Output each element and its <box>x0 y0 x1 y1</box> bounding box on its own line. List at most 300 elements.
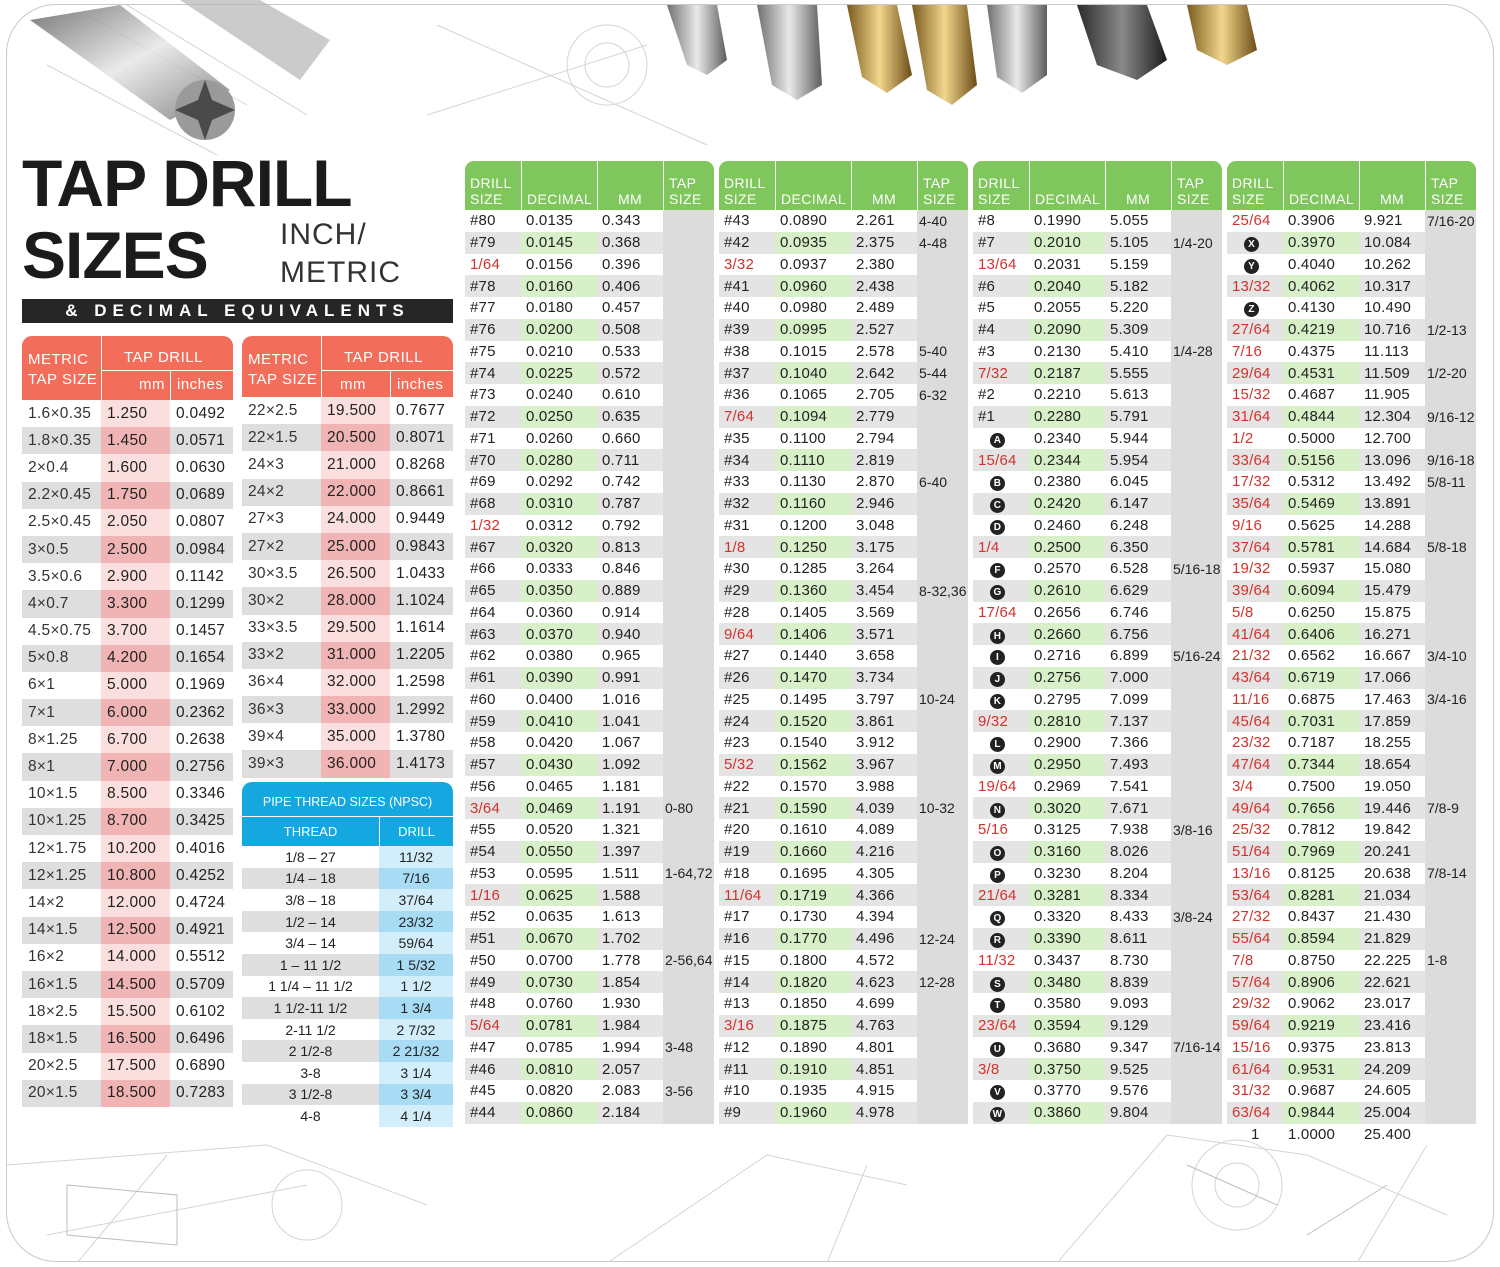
drill-size <box>973 1037 1029 1059</box>
table-row <box>465 928 714 950</box>
mm-value: 10.317 <box>1359 275 1425 297</box>
tap-size-header: TAP SIZE <box>663 161 714 210</box>
mm-value: 6.629 <box>1105 580 1171 602</box>
drill-size <box>719 993 775 1015</box>
drill-size <box>719 493 775 515</box>
table-row <box>973 428 1222 450</box>
tap-size-value <box>1171 275 1222 297</box>
decimal-value: 0.2660 <box>1029 623 1105 645</box>
drill-size <box>465 906 521 928</box>
decimal-value: 0.2810 <box>1029 710 1105 732</box>
tap-size-value <box>1171 732 1222 754</box>
decimal-value: 0.1065 <box>775 384 851 406</box>
pipe-thread-size: 1/4 – 18 <box>242 868 379 890</box>
drill-size <box>1227 841 1283 863</box>
table-row <box>973 319 1222 341</box>
decimal-value: 0.0995 <box>775 319 851 341</box>
table-row <box>719 493 968 515</box>
mm-value: 0.368 <box>597 232 663 254</box>
drill-size <box>465 1015 521 1037</box>
drill-size-label: 63/64 <box>1232 1104 1271 1122</box>
drill-size-label: #38 <box>724 342 750 360</box>
mm-value: 5.613 <box>1110 386 1149 404</box>
decimal-value: 0.9219 <box>1283 1015 1359 1037</box>
drill-size-header: DRILL SIZE <box>724 175 766 207</box>
drill-size-label: #33 <box>724 473 750 491</box>
drill-size-label: #28 <box>724 603 750 621</box>
mm-value: 7.493 <box>1105 754 1171 776</box>
metric-tap-size: 10×1.25 <box>22 808 101 835</box>
metric-tap-size: 18×2.5 <box>22 998 101 1025</box>
mm-value: 4.366 <box>851 884 917 906</box>
tap-size-value <box>1171 1102 1222 1124</box>
mm-value: 9.525 <box>1105 1058 1171 1080</box>
tap-drill-inches: 0.4016 <box>170 835 233 862</box>
drill-size-label: #40 <box>724 299 750 317</box>
drill-size-label: 31/32 <box>1232 1082 1271 1100</box>
table-row <box>465 1037 714 1059</box>
table-row <box>1227 297 1476 319</box>
letter-drill-badge: U <box>990 1042 1005 1057</box>
pipe-thread-size: 1 – 11 1/2 <box>242 954 379 976</box>
decimal-value: 0.1850 <box>775 993 851 1015</box>
title-line-2: SIZES <box>22 218 208 292</box>
table-row <box>1227 1058 1476 1080</box>
drill-size-label: 27/64 <box>1232 321 1271 339</box>
mm-value: 21.034 <box>1359 884 1425 906</box>
tap-size-value: 5-40 <box>917 341 968 363</box>
drill-size-label: #76 <box>470 321 496 339</box>
drill-size-label: #29 <box>724 582 750 600</box>
tap-size-value <box>917 493 968 515</box>
drill-size <box>465 297 521 319</box>
drill-size-label: #36 <box>724 386 750 404</box>
mm-value: 4.394 <box>856 908 895 926</box>
drill-size <box>1227 493 1283 515</box>
drill-size <box>973 797 1029 819</box>
mm-value: 0.787 <box>597 493 663 515</box>
drill-size <box>973 471 1029 493</box>
mm-value: 18.255 <box>1364 734 1412 752</box>
mm-value: 4.039 <box>851 797 917 819</box>
tap-size-value <box>663 841 714 863</box>
metric-tap-size: 8×1 <box>22 753 101 780</box>
drill-size-label: 3/16 <box>724 1017 754 1035</box>
mm-value: 1.092 <box>597 754 663 776</box>
mm-value: 0.572 <box>597 362 663 384</box>
tap-drill-mm: 29.500 <box>321 615 390 642</box>
tap-size-value <box>663 319 714 341</box>
table-row <box>973 754 1222 776</box>
drill-size-label: 25/32 <box>1232 821 1271 839</box>
mm-value: 2.527 <box>851 319 917 341</box>
drill-size <box>973 558 1029 580</box>
drill-size-label: 39/64 <box>1232 582 1271 600</box>
decimal-value: 0.5625 <box>1283 515 1359 537</box>
table-row <box>1227 732 1476 754</box>
tap-drill-inches: 0.8071 <box>390 424 453 451</box>
mm-value: 17.463 <box>1364 690 1412 708</box>
decimal-value: 0.4130 <box>1283 297 1359 319</box>
table-row <box>22 917 233 944</box>
mm-value: 22.621 <box>1359 971 1425 993</box>
table-row <box>465 906 714 928</box>
table-row <box>719 254 968 276</box>
tap-drill-inches: 0.8268 <box>390 451 453 478</box>
mm-value: 4.763 <box>851 1015 917 1037</box>
mm-value: 7.541 <box>1110 777 1149 795</box>
tap-size-value: 0-80 <box>663 797 714 819</box>
tap-drill-mm: 8.500 <box>101 781 170 808</box>
table-row <box>719 297 968 319</box>
tap-size-value <box>1425 558 1476 580</box>
mm-value: 24.209 <box>1359 1058 1425 1080</box>
drill-size <box>973 667 1029 689</box>
table-row <box>1227 319 1476 341</box>
drill-size-label: #2 <box>978 386 996 404</box>
table-row <box>242 397 453 424</box>
decimal-value: 0.0420 <box>521 732 597 754</box>
drill-size <box>1227 645 1283 667</box>
table-row <box>465 254 714 276</box>
tap-drill-inches: 0.1142 <box>170 563 233 590</box>
table-row <box>1227 515 1476 537</box>
drill-size-label: #52 <box>470 908 496 926</box>
drill-size <box>1227 1058 1283 1080</box>
drill-size <box>719 536 775 558</box>
table-row <box>1227 841 1476 863</box>
drill-size-label: #61 <box>470 669 496 687</box>
table-row <box>242 615 453 642</box>
drill-size-label: 31/64 <box>1232 408 1271 426</box>
letter-drill-badge: A <box>990 433 1005 448</box>
tap-size-value <box>1171 210 1222 232</box>
tap-size-value <box>917 428 968 450</box>
drill-size <box>465 841 521 863</box>
drill-size-label: 1/2 <box>1232 429 1254 447</box>
decimal-value: 0.0200 <box>521 319 597 341</box>
mm-value: 0.457 <box>602 299 641 317</box>
drill-size <box>719 602 775 624</box>
decimal-value: 0.1960 <box>775 1102 851 1124</box>
tap-size-value <box>663 884 714 906</box>
drill-size-label: #18 <box>724 864 750 882</box>
drill-size <box>973 210 1029 232</box>
mm-value: 7.938 <box>1110 821 1149 839</box>
pipe-drill-size: 23/32 <box>379 911 453 933</box>
drill-size <box>1227 384 1283 406</box>
table-row <box>973 950 1222 972</box>
mm-value: 0.940 <box>597 623 663 645</box>
mm-value: 10.716 <box>1359 319 1425 341</box>
decimal-value: 0.1935 <box>775 1080 851 1102</box>
table-row <box>1227 645 1476 667</box>
table-row <box>1227 602 1476 624</box>
pipe-drill-size: 2 21/32 <box>379 1040 453 1062</box>
tap-drill-inches: 0.7283 <box>170 1080 233 1107</box>
tap-size-value <box>663 732 714 754</box>
decimal-value: 0.1406 <box>775 623 851 645</box>
drill-size-label: 9/64 <box>724 625 754 643</box>
decimal-value: 0.8750 <box>1283 950 1359 972</box>
tap-drill-inches: 0.6102 <box>170 998 233 1025</box>
subtitle-metric: METRIC <box>280 256 401 289</box>
tap-drill-inches: 1.1024 <box>390 587 453 614</box>
decimal-value: 0.2130 <box>1029 341 1105 363</box>
drill-size-label: #11 <box>724 1060 749 1078</box>
table-row <box>719 1037 968 1059</box>
mm-value: 8.730 <box>1110 951 1149 969</box>
mm-value: 7.137 <box>1105 710 1171 732</box>
tap-drill-mm: 12.500 <box>101 917 170 944</box>
table-row <box>1227 754 1476 776</box>
decimal-value: 0.3320 <box>1029 906 1105 928</box>
table-row <box>465 210 714 232</box>
mm-value: 2.779 <box>851 406 917 428</box>
tap-size-value <box>663 776 714 798</box>
drill-size <box>1227 515 1283 537</box>
tap-drill-inches: 0.3425 <box>170 808 233 835</box>
mm-value: 0.406 <box>597 275 663 297</box>
drill-table-1 <box>465 210 714 1124</box>
tap-size-value <box>1171 362 1222 384</box>
tap-size-value <box>1171 667 1222 689</box>
tap-drill-inches: 0.3346 <box>170 781 233 808</box>
table-row <box>1227 341 1476 363</box>
tap-size-value <box>1425 710 1476 732</box>
decimal-value: 0.0469 <box>521 797 597 819</box>
table-row <box>465 623 714 645</box>
tap-drill-inches: 1.2205 <box>390 642 453 669</box>
tap-drill-inches: 1.2992 <box>390 696 453 723</box>
decimal-value: 0.2187 <box>1029 362 1105 384</box>
table-row <box>242 424 453 451</box>
drill-size <box>973 1058 1029 1080</box>
decimal-value: 0.0700 <box>521 950 597 972</box>
mm-value: 0.660 <box>602 429 641 447</box>
mm-value: 15.479 <box>1359 580 1425 602</box>
decimal-value: 0.0410 <box>521 710 597 732</box>
tap-size-value <box>1425 384 1476 406</box>
drill-size-label: 57/64 <box>1232 973 1271 991</box>
tap-size-value <box>663 558 714 580</box>
table-row <box>465 362 714 384</box>
drill-size <box>465 971 521 993</box>
mm-value: 20.638 <box>1364 864 1412 882</box>
tap-size-value: 6-40 <box>917 471 968 493</box>
drill-size <box>973 580 1029 602</box>
table-row <box>242 560 453 587</box>
decimal-value: 0.1100 <box>775 428 851 450</box>
metric-header-right <box>242 336 453 400</box>
metric-tap-size: 30×2 <box>242 587 321 614</box>
letter-drill-badge: R <box>990 933 1005 948</box>
drill-size-label: #7 <box>978 234 996 252</box>
mm-value: 2.489 <box>856 299 895 317</box>
drill-size <box>465 928 521 950</box>
decimal-value: 0.7031 <box>1283 710 1359 732</box>
tap-size-value <box>1171 428 1222 450</box>
tap-drill-mm: 6.000 <box>101 699 170 726</box>
table-row <box>719 993 968 1015</box>
table-row <box>465 471 714 493</box>
decimal-value: 0.1130 <box>775 471 851 493</box>
mm-header-label: mm <box>139 376 165 393</box>
drill-size-label: #48 <box>470 995 496 1013</box>
tap-size-value <box>917 275 968 297</box>
letter-drill-badge: G <box>990 585 1005 600</box>
tap-size-value <box>663 406 714 428</box>
drill-size-label: #73 <box>470 386 496 404</box>
table-row <box>465 667 714 689</box>
table-row <box>465 319 714 341</box>
mm-value: 11.113 <box>1364 342 1409 360</box>
tap-drill-mm: 24.000 <box>321 506 390 533</box>
tap-drill-inches: 0.2362 <box>170 699 233 726</box>
pipe-drill-size: 1 3/4 <box>379 997 453 1019</box>
tap-size-value: 8-32,36 <box>917 580 968 602</box>
drill-size-label: #9 <box>724 1104 742 1122</box>
tap-size-value <box>1171 797 1222 819</box>
decimal-value: 0.3390 <box>1029 928 1105 950</box>
decimal-value: 0.4531 <box>1283 362 1359 384</box>
drill-size <box>1227 275 1283 297</box>
table-row <box>719 1015 968 1037</box>
table-row <box>973 797 1222 819</box>
mm-value: 25.400 <box>1364 1125 1412 1143</box>
drill-size-label: 21/32 <box>1232 647 1271 665</box>
table-row <box>1227 623 1476 645</box>
decimal-value: 0.0225 <box>521 362 597 384</box>
drill-size-label: #32 <box>724 495 750 513</box>
table-row <box>22 427 233 454</box>
drill-size <box>973 776 1029 798</box>
tap-drill-mm: 5.000 <box>101 672 170 699</box>
drill-size-label: 11/16 <box>1232 690 1270 708</box>
drill-size-label: #23 <box>724 734 750 752</box>
drill-size-label: 7/32 <box>978 364 1008 382</box>
letter-drill-badge: I <box>990 650 1005 665</box>
metric-table-left <box>22 400 233 1107</box>
tap-size-value <box>1425 754 1476 776</box>
drill-size-label: 1/32 <box>470 516 500 534</box>
metric-tap-size: 24×3 <box>242 451 321 478</box>
tap-drill-mm: 21.000 <box>321 451 390 478</box>
decimal-value: 0.0820 <box>521 1080 597 1102</box>
pipe-thread-title: PIPE THREAD SIZES (NPSC) <box>242 782 453 816</box>
decimal-value: 0.1660 <box>775 841 851 863</box>
drill-size-label: #34 <box>724 451 750 469</box>
drill-size-label: #21 <box>724 799 750 817</box>
drill-size <box>973 428 1029 450</box>
drill-header-label: DRILL <box>379 817 453 846</box>
table-row <box>242 1084 453 1106</box>
drill-size-label: 3/64 <box>470 799 500 817</box>
tap-size-value <box>663 536 714 558</box>
mm-value: 9.576 <box>1110 1082 1149 1100</box>
tap-size-value <box>663 341 714 363</box>
decimal-value: 0.0670 <box>521 928 597 950</box>
decimal-value: 0.2090 <box>1029 319 1105 341</box>
tap-size-value <box>663 971 714 993</box>
tap-size-value <box>917 710 968 732</box>
decimal-value: 0.1495 <box>775 689 851 711</box>
tap-size-value <box>663 254 714 276</box>
pipe-drill-size: 1 5/32 <box>379 954 453 976</box>
decimal-value: 0.5781 <box>1283 536 1359 558</box>
mm-value: 10.490 <box>1364 299 1412 317</box>
drill-size <box>1227 776 1283 798</box>
drill-size-label: 1/64 <box>470 255 500 273</box>
table-row <box>719 406 968 428</box>
tap-size-value <box>1171 449 1222 471</box>
mm-value: 0.813 <box>597 536 663 558</box>
tap-drill-mm: 1.250 <box>101 400 170 427</box>
drill-header-2 <box>719 161 968 210</box>
table-row <box>719 602 968 624</box>
decimal-value: 0.0730 <box>521 971 597 993</box>
table-row <box>973 1058 1222 1080</box>
letter-drill-badge: P <box>990 868 1005 883</box>
decimal-value: 0.6406 <box>1283 623 1359 645</box>
table-row <box>465 993 714 1015</box>
table-row <box>1227 275 1476 297</box>
mm-value: 0.396 <box>602 255 641 273</box>
drill-size <box>973 863 1029 885</box>
decimal-value: 0.7344 <box>1283 754 1359 776</box>
mm-value: 1.854 <box>597 971 663 993</box>
table-row <box>973 1080 1222 1102</box>
drill-size-label: 47/64 <box>1232 756 1271 774</box>
table-row <box>973 776 1222 798</box>
decimal-value: 0.6094 <box>1283 580 1359 602</box>
table-row <box>973 1015 1222 1037</box>
table-row <box>719 623 968 645</box>
drill-size-label: 5/32 <box>724 756 754 774</box>
letter-drill-badge: L <box>990 737 1005 752</box>
decimal-value: 0.1730 <box>775 906 851 928</box>
drill-size <box>465 776 521 798</box>
drill-size <box>719 819 775 841</box>
table-row <box>465 863 714 885</box>
mm-value: 1.702 <box>597 928 663 950</box>
tap-drill-mm: 10.200 <box>101 835 170 862</box>
tap-drill-inches: 0.0807 <box>170 509 233 536</box>
tap-size-value: 1/2-13 <box>1425 319 1476 341</box>
mm-value: 17.066 <box>1359 667 1425 689</box>
tap-size-value <box>1171 1058 1222 1080</box>
drill-size-label: 11/64 <box>724 886 762 904</box>
tap-size-value <box>663 819 714 841</box>
drill-size <box>465 732 521 754</box>
decimal-header: DECIMAL <box>1283 161 1359 210</box>
drill-size-label: #66 <box>470 560 496 578</box>
mm-value: 13.492 <box>1364 473 1412 491</box>
drill-size-label: #3 <box>978 342 996 360</box>
table-row <box>22 618 233 645</box>
tap-size-value <box>1425 232 1476 254</box>
drill-size-label: 61/64 <box>1232 1060 1271 1078</box>
tap-size-header: TAP SIZE <box>1171 161 1222 210</box>
decimal-value: 0.8281 <box>1283 884 1359 906</box>
table-row <box>465 950 714 972</box>
drill-size-label: #77 <box>470 299 496 317</box>
tap-drill-header-label: TAP DRILL <box>344 349 423 366</box>
tap-size-value <box>1171 515 1222 537</box>
decimal-value: 0.2420 <box>1029 493 1105 515</box>
mm-value: 0.742 <box>602 473 641 491</box>
tap-size-value <box>917 645 968 667</box>
